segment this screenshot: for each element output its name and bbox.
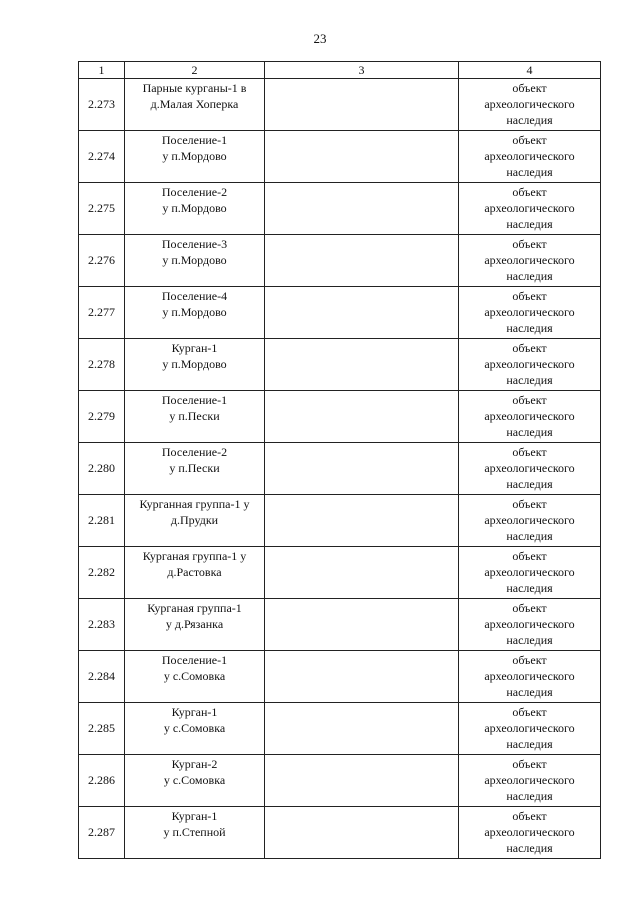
object-category-line: археологического: [484, 409, 575, 423]
object-name-line: Курганая группа-1: [147, 601, 242, 615]
object-name-line: Курган-1: [171, 705, 218, 719]
object-name-line: у с.Сомовка: [163, 773, 226, 787]
object-name-line: у д.Рязанка: [165, 617, 224, 631]
object-category-cell: [459, 755, 601, 807]
column-3-cell: [265, 339, 459, 391]
object-category-cell: [459, 235, 601, 287]
column-header-1: 1: [79, 62, 125, 79]
object-name-line: Поселение-1: [161, 393, 228, 407]
object-category-line: объект: [512, 133, 547, 147]
table-row: [79, 495, 601, 547]
object-name-line: Курганная группа-1 у: [139, 497, 250, 511]
table-row: [79, 183, 601, 235]
object-category-line: археологического: [484, 357, 575, 371]
object-name-line: Курганая группа-1 у: [142, 549, 247, 563]
object-category-line: археологического: [484, 461, 575, 475]
object-category-line: археологического: [484, 149, 575, 163]
row-number-cell: 2.275: [79, 183, 125, 235]
table-row: [79, 703, 601, 755]
object-name-line: д.Малая Хоперка: [150, 97, 239, 111]
object-category-line: объект: [512, 393, 547, 407]
row-number-cell: 2.284: [79, 651, 125, 703]
column-3-cell: [265, 807, 459, 859]
object-category-line: объект: [512, 445, 547, 459]
object-name-line: у с.Сомовка: [163, 721, 226, 735]
object-name-cell: [125, 183, 265, 235]
object-category-line: наследия: [506, 685, 553, 699]
object-name-line: д.Прудки: [170, 513, 219, 527]
object-category-cell: [459, 547, 601, 599]
object-name-line: Курган-1: [171, 809, 218, 823]
table-row: [79, 79, 601, 131]
table-row: [79, 599, 601, 651]
row-number-cell: 2.273: [79, 79, 125, 131]
object-category-line: археологического: [484, 617, 575, 631]
object-category-line: наследия: [506, 321, 553, 335]
object-category-cell: [459, 183, 601, 235]
heritage-objects-table: [78, 61, 601, 859]
object-category-cell: [459, 131, 601, 183]
object-category-line: объект: [512, 705, 547, 719]
page-number: 23: [313, 31, 327, 46]
object-name-line: д.Растовка: [167, 565, 222, 579]
column-3-cell: [265, 79, 459, 131]
object-category-line: объект: [512, 653, 547, 667]
column-header-3: 3: [265, 62, 459, 79]
row-number-cell: 2.281: [79, 495, 125, 547]
object-category-line: объект: [512, 341, 547, 355]
row-number-cell: 2.287: [79, 807, 125, 859]
row-number-cell: 2.277: [79, 287, 125, 339]
row-number-cell: 2.282: [79, 547, 125, 599]
object-category-cell: [459, 807, 601, 859]
column-3-cell: [265, 287, 459, 339]
object-category-line: археологического: [484, 201, 575, 215]
object-category-line: наследия: [506, 737, 553, 751]
object-category-line: наследия: [506, 425, 553, 439]
object-category-line: наследия: [506, 529, 553, 543]
object-category-line: археологического: [484, 253, 575, 267]
object-category-line: наследия: [506, 633, 553, 647]
row-number-cell: 2.279: [79, 391, 125, 443]
object-name-line: у п.Мордово: [162, 149, 227, 163]
column-3-cell: [265, 599, 459, 651]
object-name-cell: [125, 755, 265, 807]
object-name-line: у п.Пески: [169, 461, 220, 475]
object-category-cell: [459, 651, 601, 703]
row-number-cell: 2.283: [79, 599, 125, 651]
row-number-cell: 2.274: [79, 131, 125, 183]
object-name-cell: [125, 599, 265, 651]
object-name-line: Поселение-3: [161, 237, 228, 251]
object-name-line: Поселение-1: [161, 653, 228, 667]
column-3-cell: [265, 495, 459, 547]
object-name-cell: [125, 235, 265, 287]
object-category-cell: [459, 599, 601, 651]
object-name-line: у п.Мордово: [162, 305, 227, 319]
object-name-line: Поселение-1: [161, 133, 228, 147]
column-3-cell: [265, 651, 459, 703]
column-3-cell: [265, 131, 459, 183]
table-header-row: [79, 62, 601, 79]
object-category-line: объект: [512, 497, 547, 511]
object-category-line: наследия: [506, 477, 553, 491]
object-category-cell: [459, 495, 601, 547]
object-category-line: объект: [512, 601, 547, 615]
object-category-line: археологического: [484, 773, 575, 787]
object-category-line: наследия: [506, 217, 553, 231]
table-row: [79, 339, 601, 391]
table-row: [79, 235, 601, 287]
row-number-cell: 2.286: [79, 755, 125, 807]
object-category-cell: [459, 443, 601, 495]
object-category-line: наследия: [506, 113, 553, 127]
object-category-line: наследия: [506, 581, 553, 595]
table-row: [79, 391, 601, 443]
object-name-line: у п.Степной: [163, 825, 226, 839]
object-category-line: археологического: [484, 565, 575, 579]
object-category-line: наследия: [506, 373, 553, 387]
object-category-cell: [459, 287, 601, 339]
object-name-cell: [125, 651, 265, 703]
table-row: [79, 287, 601, 339]
object-name-line: у п.Мордово: [162, 357, 227, 371]
object-category-line: наследия: [506, 789, 553, 803]
object-category-line: археологического: [484, 825, 575, 839]
row-number-cell: 2.276: [79, 235, 125, 287]
table-row: [79, 131, 601, 183]
object-category-cell: [459, 391, 601, 443]
object-category-cell: [459, 703, 601, 755]
object-name-cell: [125, 703, 265, 755]
object-name-cell: [125, 443, 265, 495]
object-category-line: наследия: [506, 841, 553, 855]
table-row: [79, 755, 601, 807]
object-name-cell: [125, 807, 265, 859]
object-name-line: у п.Мордово: [162, 201, 227, 215]
object-category-line: объект: [512, 237, 547, 251]
object-category-cell: [459, 339, 601, 391]
object-name-line: Поселение-2: [161, 445, 228, 459]
table-row: [79, 443, 601, 495]
object-category-line: объект: [512, 289, 547, 303]
object-category-line: объект: [512, 549, 547, 563]
column-3-cell: [265, 235, 459, 287]
object-name-line: Курган-1: [171, 341, 218, 355]
object-category-line: археологического: [484, 97, 575, 111]
object-name-line: Курган-2: [171, 757, 218, 771]
object-category-line: объект: [512, 757, 547, 771]
column-3-cell: [265, 755, 459, 807]
object-category-line: археологического: [484, 669, 575, 683]
row-number-cell: 2.280: [79, 443, 125, 495]
object-category-line: объект: [512, 185, 547, 199]
object-name-cell: [125, 495, 265, 547]
object-name-cell: [125, 547, 265, 599]
column-3-cell: [265, 391, 459, 443]
object-name-cell: [125, 131, 265, 183]
row-number-cell: 2.278: [79, 339, 125, 391]
object-category-cell: [459, 79, 601, 131]
object-category-line: объект: [512, 809, 547, 823]
object-name-cell: [125, 391, 265, 443]
object-name-line: у п.Пески: [169, 409, 220, 423]
object-name-cell: [125, 339, 265, 391]
object-category-line: наследия: [506, 165, 553, 179]
column-header-4: 4: [459, 62, 601, 79]
object-name-cell: [125, 287, 265, 339]
table-row: [79, 651, 601, 703]
row-number-cell: 2.285: [79, 703, 125, 755]
table-row: [79, 807, 601, 859]
object-category-line: археологического: [484, 305, 575, 319]
object-name-line: у с.Сомовка: [163, 669, 226, 683]
object-name-line: Поселение-2: [161, 185, 228, 199]
column-header-2: 2: [125, 62, 265, 79]
object-category-line: наследия: [506, 269, 553, 283]
column-3-cell: [265, 183, 459, 235]
object-name-cell: [125, 79, 265, 131]
object-category-line: археологического: [484, 513, 575, 527]
column-3-cell: [265, 547, 459, 599]
column-3-cell: [265, 443, 459, 495]
table-body: [79, 79, 601, 859]
object-name-line: Парные курганы-1 в: [142, 81, 247, 95]
column-3-cell: [265, 703, 459, 755]
table-row: [79, 547, 601, 599]
object-category-line: археологического: [484, 721, 575, 735]
object-name-line: Поселение-4: [161, 289, 228, 303]
object-name-line: у п.Мордово: [162, 253, 227, 267]
object-category-line: объект: [512, 81, 547, 95]
